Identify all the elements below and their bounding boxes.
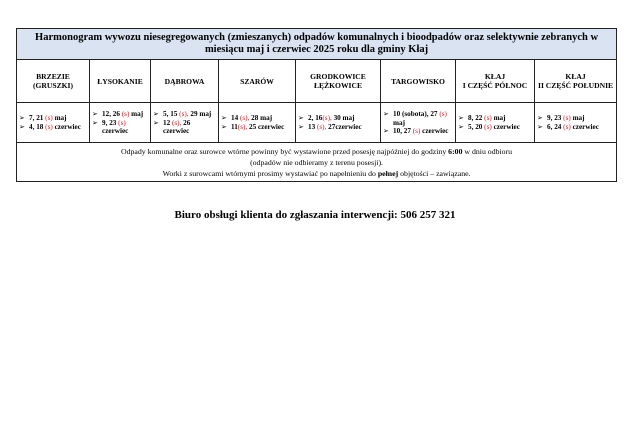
selective-marker: (s): [45, 123, 53, 131]
date-text: 2, 16: [308, 114, 323, 123]
selective-marker: (s): [484, 114, 492, 123]
note-line3-bold: pełnej: [377, 168, 399, 178]
date-text: 10 (sobota), 27: [393, 110, 440, 119]
date-text: 9, 23: [102, 118, 119, 127]
column-name: DĄBROWA: [164, 76, 205, 86]
collection-note: [17, 143, 617, 182]
dates-cell: [381, 103, 456, 143]
date-text: 7, 21: [29, 114, 46, 123]
date-entry: [153, 119, 218, 136]
date-text: czerwiec: [420, 127, 449, 136]
column-header: [151, 60, 219, 103]
selective-marker: (s),: [171, 118, 182, 127]
date-entry: [19, 114, 89, 123]
date-entry: [92, 119, 150, 136]
column-subname: ŁĘŻKOWICE: [313, 81, 363, 90]
date-text: maj: [52, 114, 67, 123]
date-entry: [298, 114, 380, 123]
date-entry: [298, 123, 380, 132]
date-text: maj: [491, 114, 506, 123]
selective-marker: (s): [484, 123, 492, 131]
column-name: KŁAJ: [565, 72, 586, 81]
selective-marker: (s): [45, 114, 53, 123]
date-text: czerwiec: [52, 123, 81, 131]
schedule-table: [16, 28, 617, 182]
column-header: [90, 60, 151, 103]
selective-marker: (s),: [316, 123, 327, 131]
date-entry: [458, 123, 534, 132]
date-text: 5, 20: [468, 123, 485, 131]
date-text: 4, 18: [29, 123, 46, 131]
date-entry: [383, 127, 455, 136]
note-line1-pre: Odpady komunalne oraz surowce wtórne powinny być wystawione przed posesję najpóźniej do godziny: [121, 146, 449, 156]
column-name: TARGOWISKO: [391, 76, 445, 86]
date-text: 10, 27: [393, 127, 413, 136]
selective-marker: (s),: [322, 114, 332, 123]
date-text: 14: [231, 114, 240, 123]
date-text: 27czerwiec: [326, 123, 362, 131]
column-header: [456, 60, 535, 103]
date-text: 8, 22: [468, 114, 485, 123]
dates-cell: [456, 103, 535, 143]
note-line2: (odpadów nie odbieramy z terenu posesji).: [250, 157, 384, 167]
date-text: 9, 23: [547, 114, 564, 123]
dates-cell: [17, 103, 90, 143]
column-header: [535, 60, 617, 103]
column-subname: I CZĘŚĆ PÓŁNOC: [462, 81, 528, 90]
column-name: ŁYSOKANIE: [97, 76, 143, 86]
column-name: KŁAJ: [484, 72, 506, 81]
schedule-title: Harmonogram wywozu niesegregowanych (zmieszanych) odpadów komunalnych i bioodpadów oraz selektywnie zebranych w miesiącu maj i czerwiec 2025 roku dla gminy Kłaj: [17, 29, 617, 60]
selective-marker: (s),: [179, 110, 189, 119]
date-entry: [92, 110, 150, 119]
date-entry: [221, 123, 295, 132]
header-row: [17, 60, 617, 103]
date-text: 13: [308, 123, 317, 131]
dates-cell: [219, 103, 296, 143]
selective-marker: (s),: [237, 123, 248, 131]
column-subname: II CZĘŚĆ POŁUDNIE: [537, 81, 614, 90]
selective-marker: (s): [563, 123, 571, 131]
dates-row: [17, 103, 617, 143]
dates-cell: [296, 103, 381, 143]
selective-marker: (s): [412, 127, 421, 136]
date-entry: [221, 114, 295, 123]
date-entry: [19, 123, 89, 132]
column-subname: (GRUSZKI): [32, 81, 74, 90]
date-text: 11: [231, 123, 238, 131]
note-line3-pre: Worki z surowcami wtórnymi prosimy wystawiać po napełnieniu do: [162, 168, 378, 178]
selective-marker: (s): [118, 118, 126, 127]
date-text: 28 maj: [249, 114, 273, 123]
date-entry: [383, 110, 455, 127]
date-text: 12: [163, 118, 172, 127]
dates-cell: [535, 103, 617, 143]
date-entry: [458, 114, 534, 123]
column-header: [296, 60, 381, 103]
selective-marker: (s): [563, 114, 571, 123]
dates-cell: [90, 103, 151, 143]
date-text: 12, 26: [102, 110, 122, 119]
date-text: maj: [570, 114, 585, 123]
date-text: czerwiec: [570, 123, 599, 131]
date-text: 6, 24: [547, 123, 564, 131]
date-text: czerwiec: [102, 127, 129, 136]
date-entry: [537, 114, 616, 123]
date-text: 26 czerwiec: [163, 118, 191, 136]
date-text: czerwiec: [491, 123, 520, 131]
column-name: GRODKOWICE: [310, 72, 366, 81]
column-name: SZARÓW: [240, 76, 274, 86]
note-line3-post: objętości – zawiązane.: [398, 168, 471, 178]
date-text: 30 maj: [331, 114, 355, 123]
column-header: [17, 60, 90, 103]
selective-marker: (s),: [239, 114, 250, 123]
date-entry: [153, 110, 218, 119]
date-text: 25 czerwiec: [247, 123, 285, 131]
column-header: [381, 60, 456, 103]
note-line1-time: 6:00: [448, 146, 463, 156]
note-line1-post: w dniu odbioru: [462, 146, 513, 156]
contact-info: Biuro obsługi klienta do zgłaszania interwencji: 506 257 321: [174, 209, 456, 221]
dates-cell: [151, 103, 219, 143]
column-header: [219, 60, 296, 103]
selective-marker: (s): [121, 110, 130, 119]
column-name: BRZEZIE: [36, 72, 70, 81]
selective-marker: (s): [439, 110, 447, 119]
date-text: 5, 15: [163, 110, 180, 119]
date-text: maj: [129, 110, 144, 119]
date-text: maj: [393, 118, 405, 127]
date-entry: [537, 123, 616, 132]
date-text: 29 maj: [188, 110, 212, 119]
